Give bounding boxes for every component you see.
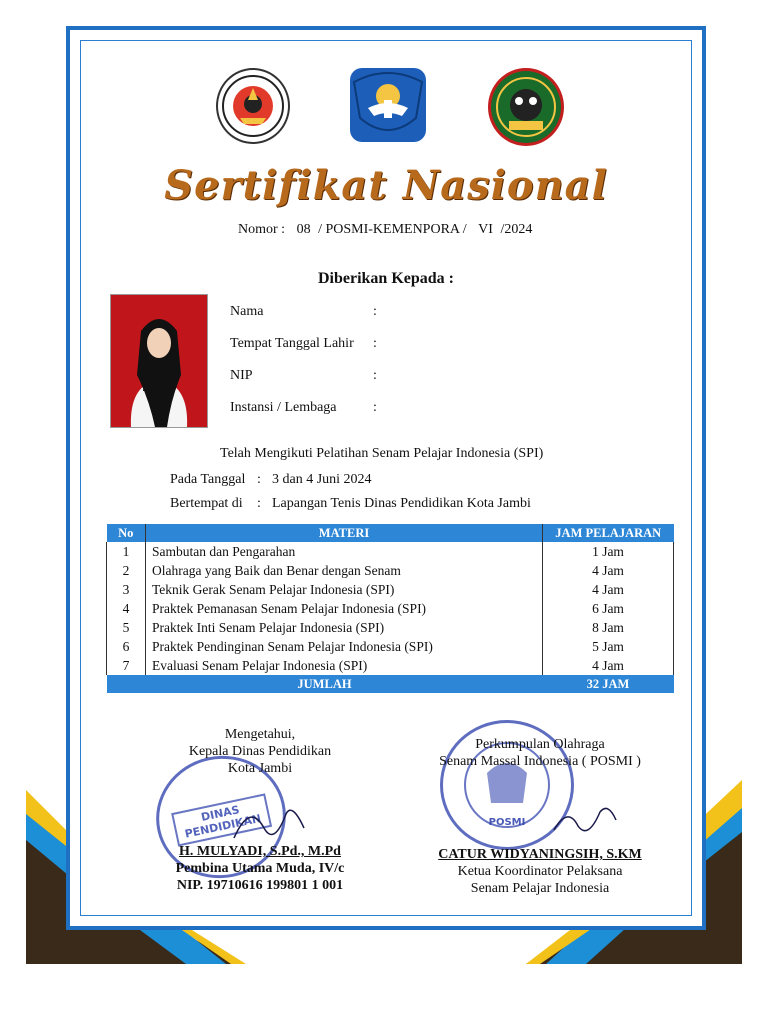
place-label: Bertempat di (170, 496, 243, 511)
posmi-stamp-text: POSMI (488, 817, 526, 828)
row-no: 7 (107, 656, 146, 675)
row-jam: 4 Jam (592, 657, 624, 673)
field-colon-ttl: : (373, 336, 377, 351)
nomor-label: Nomor : (238, 222, 286, 237)
field-label-instansi: Instansi / Lembaga (230, 400, 337, 415)
participant-photo (110, 294, 208, 428)
date-value: 3 dan 4 Juni 2024 (272, 472, 372, 487)
certificate-frame (66, 26, 706, 930)
field-colon-instansi: : (373, 400, 377, 415)
row-no: 3 (107, 580, 146, 599)
total-label: JUMLAH (107, 675, 543, 693)
sig-left-nip: NIP. 19710616 199801 1 001 (176, 878, 344, 893)
sig-right-role1: Ketua Koordinator Pelaksana (457, 864, 623, 879)
nomor-month: VI (478, 222, 493, 237)
table-row (107, 561, 674, 580)
sig-right-name: CATUR WIDYANINGSIH, S.KM (438, 847, 642, 862)
nomor-number: 08 (296, 222, 311, 237)
sig-right-role2: Senam Pelajar Indonesia (470, 881, 610, 896)
attended-statement: Telah Mengikuti Pelatihan Senam Pelajar Indonesia (SPI) (220, 446, 544, 461)
table-row (107, 599, 674, 618)
field-label-ttl: Tempat Tanggal Lahir (230, 336, 354, 351)
place-colon: : (257, 496, 261, 511)
sig-left-name: H. MULYADI, S.Pd., M.Pd (179, 844, 341, 859)
row-materi: Praktek Pemanasan Senam Pelajar Indonesia (SPI) (146, 599, 543, 618)
signature-right (422, 736, 658, 897)
header-no: No (107, 524, 146, 542)
handwritten-signature-right (550, 800, 620, 840)
certificate-number (238, 222, 536, 238)
row-materi: Evaluasi Senam Pelajar Indonesia (SPI) (146, 656, 543, 675)
table-row (107, 580, 674, 599)
date-colon: : (257, 472, 261, 487)
certificate-title: Sertifikat Nasional (164, 162, 608, 209)
row-no: 1 (107, 542, 146, 561)
row-no: 4 (107, 599, 146, 618)
dinas-stamp-text: DINAS PENDIDIKAN (171, 793, 272, 846)
row-jam: 5 Jam (592, 638, 624, 654)
row-no: 5 (107, 618, 146, 637)
row-no: 2 (107, 561, 146, 580)
tut-wuri-handayani-logo (350, 68, 426, 142)
header-materi: MATERI (146, 524, 543, 542)
sig-left-rank: Pembina Utama Muda, IV/c (175, 861, 345, 876)
row-materi: Olahraga yang Baik dan Benar dengan Senam (146, 561, 543, 580)
sig-right-line2: Senam Massal Indonesia ( POSMI ) (439, 754, 641, 769)
date-label: Pada Tanggal (170, 472, 246, 487)
given-to-heading: Diberikan Kepada : (317, 270, 454, 287)
sig-left-line1: Mengetahui, (224, 727, 296, 742)
row-jam: 4 Jam (592, 581, 624, 597)
place-value: Lapangan Tenis Dinas Pendidikan Kota Jambi (272, 496, 531, 511)
field-label-nip: NIP (230, 368, 253, 383)
row-jam: 8 Jam (592, 619, 624, 635)
table-row (107, 656, 674, 675)
handwritten-signature-left (230, 798, 310, 848)
row-materi: Praktek Pendinginan Senam Pelajar Indonesia (SPI) (146, 637, 543, 656)
table-row (107, 542, 674, 561)
field-colon-nip: : (373, 368, 377, 383)
row-materi: Sambutan dan Pengarahan (146, 542, 543, 561)
table-row (107, 618, 674, 637)
sig-left-line3: Kota Jambi (227, 761, 293, 776)
sig-left-line2: Kepala Dinas Pendidikan (188, 744, 332, 759)
row-materi: Teknik Gerak Senam Pelajar Indonesia (SPI) (146, 580, 543, 599)
row-jam: 4 Jam (592, 562, 624, 578)
nomor-year: /2024 (500, 222, 533, 237)
total-value: 32 JAM (543, 675, 674, 693)
row-jam: 6 Jam (592, 600, 624, 616)
header-jam: JAM PELAJARAN (543, 524, 674, 542)
materi-table (106, 524, 674, 693)
field-colon-nama: : (373, 304, 377, 319)
field-label-nama: Nama (230, 304, 264, 319)
kemenpora-logo (216, 68, 290, 144)
nomor-org: / POSMI-KEMENPORA / (318, 222, 467, 237)
row-no: 6 (107, 637, 146, 656)
sig-right-line1: Perkumpulan Olahraga (475, 737, 605, 752)
posmi-logo (488, 68, 564, 146)
row-jam: 1 Jam (592, 543, 624, 559)
table-row (107, 637, 674, 656)
row-materi: Praktek Inti Senam Pelajar Indonesia (SPI) (146, 618, 543, 637)
